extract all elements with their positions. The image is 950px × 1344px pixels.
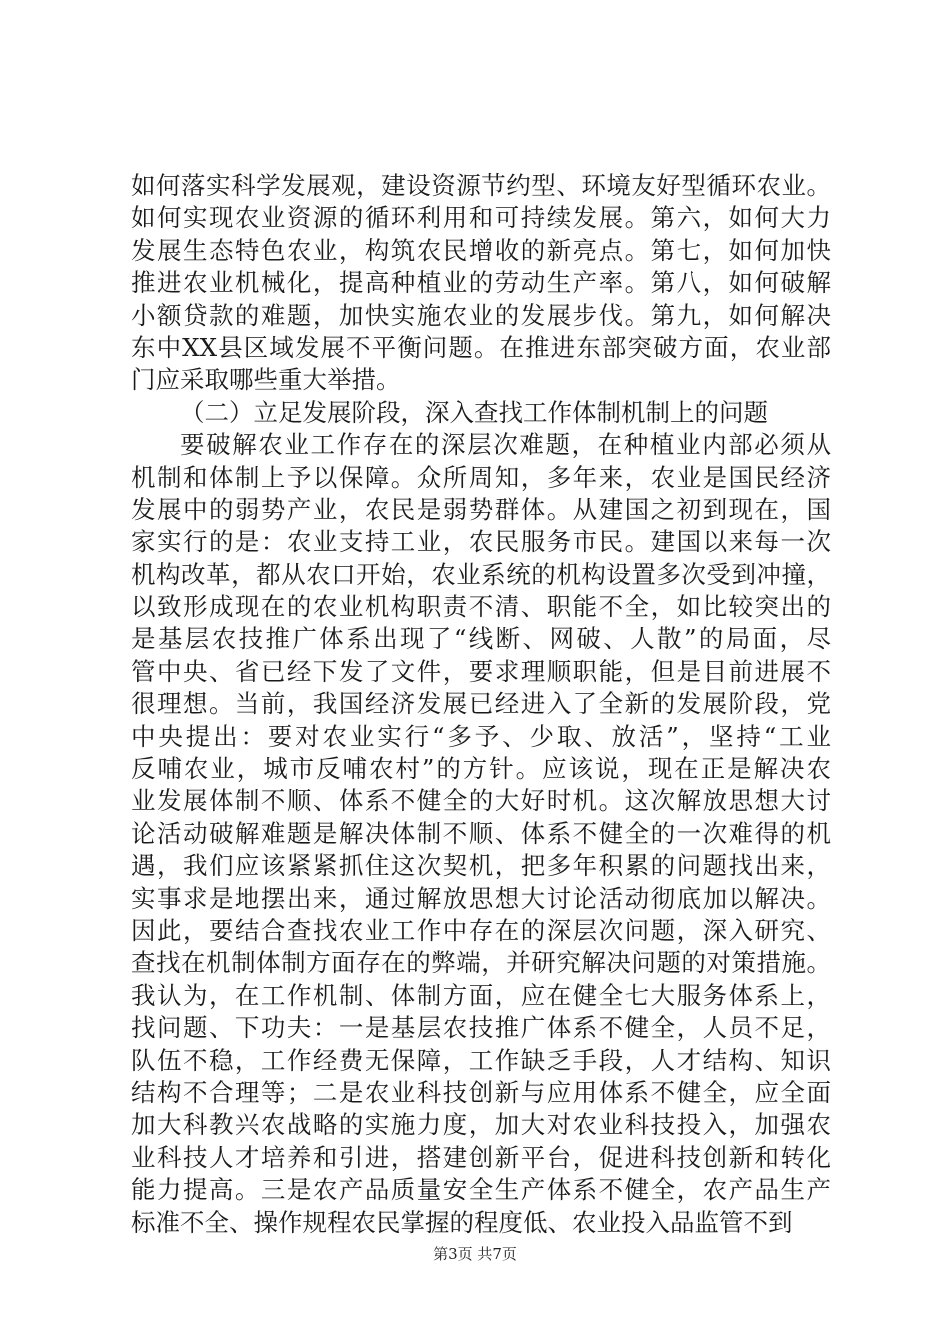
text-line: 实事求是地摆出来，通过解放思想大讨论活动彻底加以解决。 bbox=[131, 883, 831, 913]
text-line: 如何实现农业资源的循环利用和可持续发展。第六，如何大力 bbox=[131, 203, 831, 233]
text-line: 是基层农技推广体系出现了“线断、网破、人散”的局面，尽 bbox=[131, 624, 831, 654]
paragraph bbox=[131, 429, 831, 1239]
text-line: 要破解农业工作存在的深层次难题，在种植业内部必须从 bbox=[180, 430, 831, 460]
text-line: 机制和体制上予以保障。众所周知，多年来，农业是国民经济 bbox=[131, 462, 831, 492]
text-line: 查找在机制体制方面存在的弊端，并研究解决问题的对策措施。 bbox=[131, 948, 831, 978]
text-line: 业发展体制不顺、体系不健全的大好时机。这次解放思想大讨 bbox=[131, 786, 831, 816]
text-line: 遇，我们应该紧紧抓住这次契机，把多年积累的问题找出来， bbox=[131, 851, 831, 881]
text-line: 很理想。当前，我国经济发展已经进入了全新的发展阶段，党 bbox=[131, 689, 831, 719]
text-line: 论活动破解难题是解决体制不顺、体系不健全的一次难得的机 bbox=[131, 818, 831, 848]
text-line: 推进农业机械化，提高种植业的劳动生产率。第八，如何破解 bbox=[131, 268, 831, 298]
page-indicator: 第3页 共7页 bbox=[433, 1245, 517, 1263]
text-line: 家实行的是：农业支持工业，农民服务市民。建国以来每一次 bbox=[131, 527, 831, 557]
text-line: 中央提出：要对农业实行“多予、少取、放活”，坚持“工业 bbox=[131, 721, 831, 751]
text-line: 如何落实科学发展观，建设资源节约型、环境友好型循环农业。 bbox=[131, 171, 831, 200]
document-body bbox=[131, 170, 831, 1239]
text-line: 以致形成现在的农业机构职责不清、职能不全，如比较突出的 bbox=[131, 592, 831, 622]
document-page bbox=[131, 170, 831, 1239]
section-heading bbox=[131, 397, 831, 429]
text-line: 加大科教兴农战略的实施力度，加大对农业科技投入，加强农 bbox=[131, 1110, 831, 1140]
text-line: 标准不全、操作规程农民掌握的程度低、农业投入品监管不到 bbox=[131, 1207, 793, 1237]
page-footer bbox=[0, 1244, 950, 1264]
text-line: 找问题、下功夫：一是基层农技推广体系不健全，人员不足， bbox=[131, 1013, 831, 1043]
paragraph bbox=[131, 170, 831, 397]
text-line: 发展生态特色农业，构筑农民增收的新亮点。第七，如何加快 bbox=[131, 235, 831, 265]
text-line: 机构改革，都从农口开始，农业系统的机构设置多次受到冲撞， bbox=[131, 559, 831, 589]
text-line: 管中央、省已经下发了文件，要求理顺职能，但是目前进展不 bbox=[131, 656, 831, 686]
text-line: 结构不合理等；二是农业科技创新与应用体系不健全，应全面 bbox=[131, 1077, 831, 1107]
text-line: 发展中的弱势产业，农民是弱势群体。从建国之初到现在，国 bbox=[131, 494, 831, 524]
text-line: 门应采取哪些重大举措。 bbox=[131, 365, 401, 395]
text-line: （二）立足发展阶段，深入查找工作体制机制上的问题 bbox=[180, 397, 768, 427]
text-line: 我认为，在工作机制、体制方面，应在健全七大服务体系上， bbox=[131, 980, 831, 1010]
text-line: 小额贷款的难题，加快实施农业的发展步伐。第九，如何解决 bbox=[131, 300, 831, 330]
text-line: 业科技人才培养和引进，搭建创新平台，促进科技创新和转化 bbox=[131, 1142, 831, 1172]
text-line: 因此，要结合查找农业工作中存在的深层次问题，深入研究、 bbox=[131, 915, 831, 945]
text-line: 能力提高。三是农产品质量安全生产体系不健全，农产品生产 bbox=[131, 1175, 831, 1205]
text-line: 队伍不稳，工作经费无保障，工作缺乏手段，人才结构、知识 bbox=[131, 1045, 831, 1075]
text-line: 反哺农业，城市反哺农村”的方针。应该说，现在正是解决农 bbox=[131, 754, 831, 784]
text-line: 东中XX县区域发展不平衡问题。在推进东部突破方面，农业部 bbox=[131, 332, 831, 362]
